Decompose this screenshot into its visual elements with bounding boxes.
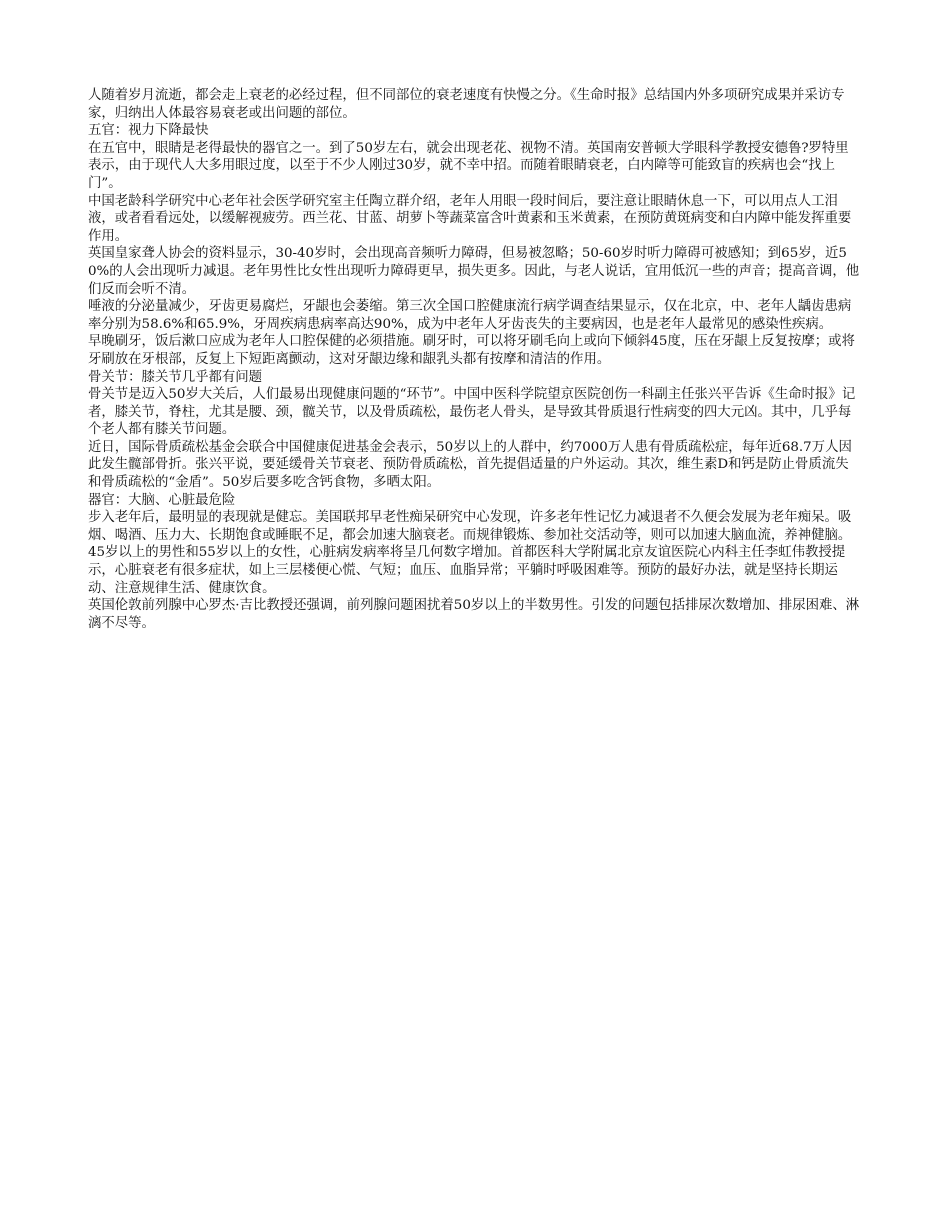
paragraph-eye-care: 中国老龄科学研究中心老年社会医学研究室主任陶立群介绍，老年人用眼一段时间后，要注意让眼睛休息一下，可以用点人工泪液，或者看看远处，以缓解视疲劳。西兰花、甘蓝、胡萝卜等蔬菜富含叶黄素和玉米黄素，在预防黄斑病变和白内障中能发挥重要作用。: [88, 193, 852, 244]
section-heading-senses: 五官：视力下降最快: [88, 123, 209, 139]
paragraph-heart: 45岁以上的男性和55岁以上的女性，心脏病发病率将呈几何数字增加。首都医科大学附属北京友谊医院心内科主任李虹伟教授提示，心脏衰老有很多症状，如上三层楼便心慌、气短；血压、血脂异常；平躺时呼吸困难等。预防的最好办法，就是坚持长期运动、注意规律生活、健康饮食。: [88, 545, 846, 596]
section-heading-joints: 骨关节：膝关节几乎都有问题: [88, 369, 263, 385]
paragraph-teeth: 唾液的分泌量减少，牙齿更易腐烂，牙龈也会萎缩。第三次全国口腔健康流行病学调查结果显示，仅在北京，中、老年人龋齿患病率分别为58.6%和65.9%，牙周疾病患病率高达90%，成为中老年人牙齿丧失的主要病因，也是老年人最常见的感染性疾病。: [88, 299, 852, 332]
paragraph-oral-care: 早晚刷牙，饭后漱口应成为老年人口腔保健的必须措施。刷牙时，可以将牙刷毛向上或向下倾斜45度，压在牙龈上反复按摩；或将牙刷放在牙根部，反复上下短距离颤动，这对牙龈边缘和龈乳头都有按摩和清洁的作用。: [88, 334, 855, 367]
paragraph-brain: 步入老年后，最明显的表现就是健忘。美国联邦早老性痴呆研究中心发现，许多老年性记忆力减退者不久便会发展为老年痴呆。吸烟、喝酒、压力大、长期饱食或睡眠不足，都会加速大脑衰老。而规律锻炼、参加社交活动等，则可以加速大脑血流，养神健脑。: [88, 510, 852, 543]
paragraph-eyes: 在五官中，眼睛是老得最快的器官之一。到了50岁左右，就会出现老花、视物不清。英国南安普顿大学眼科学教授安德鲁?罗特里表示，由于现代人大多用眼过度，以至于不少人刚过30岁，就不幸中招。而随着眼睛衰老，白内障等可能致盲的疾病也会“找上门”。: [88, 140, 849, 191]
section-heading-organs: 器官：大脑、心脏最危险: [88, 492, 236, 508]
paragraph-osteoporosis: 近日，国际骨质疏松基金会联合中国健康促进基金会表示，50岁以上的人群中，约7000万人患有骨质疏松症，每年近68.7万人因此发生髋部骨折。张兴平说，要延缓骨关节衰老、预防骨质疏松，首先提倡适量的户外运动。其次，维生素D和钙是防止骨质流失和骨质疏松的“金盾”。50岁后要多吃含钙食物，多晒太阳。: [88, 439, 852, 491]
paragraph-hearing: 英国皇家聋人协会的资料显示，30-40岁时，会出现高音频听力障碍，但易被忽略；50-60岁时听力障碍可被感知；到65岁，近50%的人会出现听力减退。老年男性比女性出现听力障碍更早，损失更多。因此，与老人说话，宜用低沉一些的声音；提高音调，他们反而会听不清。: [88, 246, 860, 297]
paragraph-joints: 骨关节是迈入50岁大关后，人们最易出现健康问题的“环节”。中国中医科学院望京医院创伤一科副主任张兴平告诉《生命时报》记者，膝关节，脊柱，尤其是腰、颈，髋关节，以及骨质疏松，最伤老人骨头，是导致其骨质退行性病变的四大元凶。其中，几乎每个老人都有膝关节问题。: [88, 387, 856, 438]
paragraph-prostate: 英国伦敦前列腺中心罗杰·吉比教授还强调，前列腺问题困扰着50岁以上的半数男性。引发的问题包括排尿次数增加、排尿困难、淋漓不尽等。: [88, 598, 860, 631]
article-body: [88, 87, 860, 632]
intro-paragraph: 人随着岁月流逝，都会走上衰老的必经过程，但不同部位的衰老速度有快慢之分。《生命时报》总结国内外多项研究成果并采访专家，归纳出人体最容易衰老或出问题的部位。: [88, 88, 845, 121]
